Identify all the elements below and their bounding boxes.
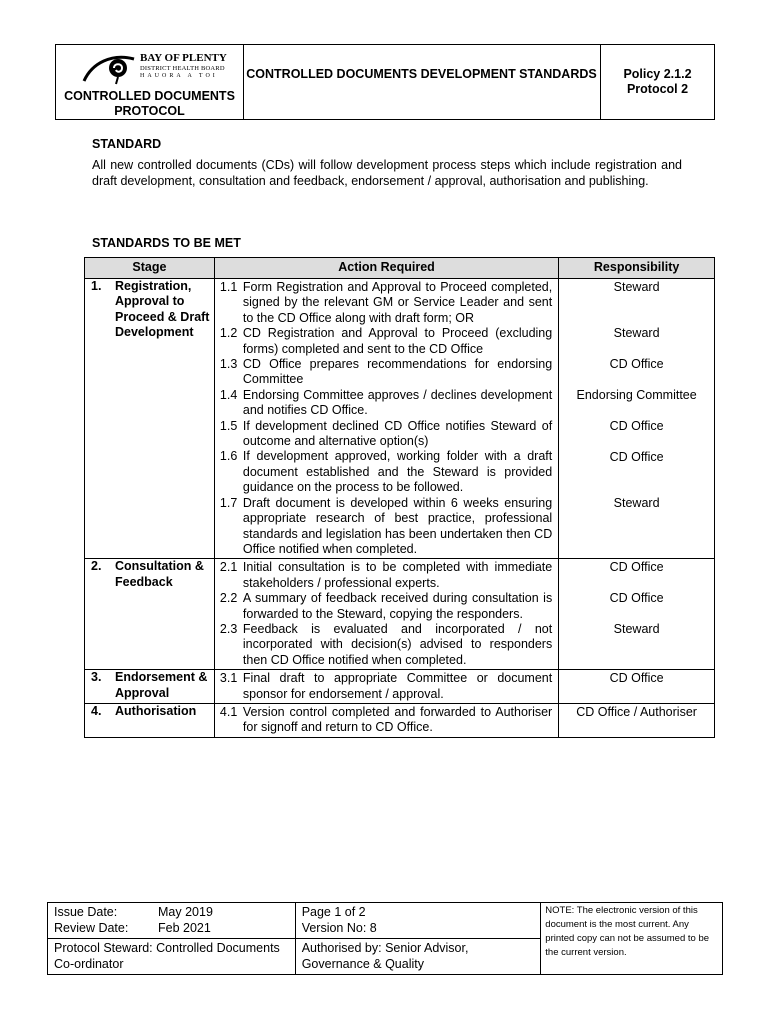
policy-number: Policy 2.1.2 (623, 67, 692, 81)
column-header-action: Action Required (214, 258, 558, 279)
action-cell (214, 670, 558, 704)
action-cell (214, 559, 558, 670)
issue-date-value: May 2019 (158, 905, 213, 919)
responsibility-text: CD Office (609, 357, 664, 371)
responsibility-text: Steward (613, 326, 660, 340)
action-item (220, 705, 552, 736)
action-text: Endorsing Committee approves / declines development and notifies CD Office. (242, 387, 553, 418)
action-number: 3.1 (219, 671, 238, 686)
responsibility-cell (559, 279, 715, 559)
standards-met-heading: STANDARDS TO BE MET (92, 236, 241, 250)
responsibility-cell (559, 703, 715, 737)
action-number: 2.2 (219, 591, 238, 606)
responsibility-text: Steward (613, 280, 660, 294)
action-item (220, 280, 552, 326)
page-title: CONTROLLED DOCUMENTS DEVELOPMENT STANDARDS (246, 67, 597, 81)
footer-note: NOTE: The electronic version of this document is the most current. Any printed copy can not be assumed to be the current version. (541, 903, 723, 975)
action-number: 1.1 (219, 280, 238, 294)
document-header (55, 44, 715, 120)
action-text: CD Office prepares recommendations for endorsing Committee (242, 357, 553, 387)
action-number: 1.4 (219, 387, 238, 402)
protocol-number: Protocol 2 (626, 82, 689, 96)
table-row (85, 670, 715, 704)
stage-name: Consultation & Feedback (115, 559, 204, 589)
action-item (220, 496, 552, 558)
action-text: Final draft to appropriate Committee or document sponsor for endorsement / approval. (242, 671, 553, 701)
bop-dhb-logo (82, 51, 232, 87)
action-number: 2.3 (219, 621, 238, 636)
stage-cell (85, 670, 215, 704)
stage-name: Authorisation (115, 703, 197, 718)
action-item (220, 560, 552, 591)
responsibility-text: CD Office (609, 671, 664, 686)
protocol-steward: Protocol Steward: Controlled Documents Co-ordinator (48, 939, 296, 975)
header-title-cell (243, 45, 601, 119)
action-number: 1.7 (219, 495, 238, 510)
table-row (85, 279, 715, 559)
action-item (220, 449, 552, 495)
responsibility-text: Steward (613, 496, 660, 510)
stage-name: Endorsement & Approval (115, 670, 208, 700)
version-number: Version No: 8 (301, 920, 377, 935)
standards-table (84, 257, 715, 738)
action-text: CD Registration and Approval to Proceed (excluding forms) completed and sent to the CD Office (242, 326, 553, 356)
action-item (220, 419, 552, 450)
action-text: Draft document is developed within 6 weeks ensuring appropriate research of best practice, professional standards and legislation has been undertaken then CD Office notified when completed. (242, 495, 553, 556)
responsibility-text: Endorsing Committee (576, 388, 697, 402)
action-number: 1.5 (219, 418, 238, 433)
action-text: A summary of feedback received during consultation is forwarded to the Steward, copying the responders. (242, 591, 553, 621)
logo-line-1: BAY OF PLENTY (140, 52, 227, 64)
review-date-label: Review Date: (54, 920, 129, 935)
header-policy-cell (601, 45, 714, 119)
stage-number: 3. (91, 670, 102, 685)
stage-number: 2. (91, 559, 102, 574)
action-text: If development approved, working folder with a draft document established and the Steward is provided guidance on the process to be followed. (242, 449, 553, 495)
stage-cell (85, 559, 215, 670)
stage-cell (85, 279, 215, 559)
authorised-by: Authorised by: Senior Advisor, Governance & Quality (295, 939, 541, 975)
action-item (220, 326, 552, 357)
stage-cell (85, 703, 215, 737)
document-footer (47, 902, 723, 975)
column-header-responsibility: Responsibility (559, 258, 715, 279)
page-number: Page 1 of 2 (301, 905, 366, 919)
logo-swirl-icon (82, 51, 138, 85)
action-item (220, 357, 552, 388)
stage-number: 4. (91, 703, 102, 718)
action-number: 4.1 (219, 704, 238, 719)
action-item (220, 591, 552, 622)
action-number: 1.3 (219, 357, 238, 372)
responsibility-cell (559, 670, 715, 704)
action-item (220, 388, 552, 419)
action-cell (214, 279, 558, 559)
action-text: Version control completed and forwarded to Authoriser for signoff and return to CD Office. (242, 704, 553, 735)
action-text: Initial consultation is to be completed with immediate stakeholders / professional experts. (242, 560, 553, 590)
header-left-cell (56, 45, 244, 119)
table-row (85, 703, 715, 737)
logo-line-3: HAUORA A TOI (140, 73, 218, 79)
stage-number: 1. (91, 279, 102, 293)
column-header-stage: Stage (85, 258, 215, 279)
action-item (220, 671, 552, 702)
standard-heading: STANDARD (92, 137, 162, 151)
review-date-value: Feb 2021 (158, 920, 211, 935)
action-cell (214, 703, 558, 737)
action-text: Form Registration and Approval to Proceed completed, signed by the relevant GM or Service Leader and sent to the CD Office along with draft form; OR (242, 280, 553, 325)
footer-dates-cell (48, 903, 296, 939)
standard-text: All new controlled documents (CDs) will follow development process steps which include registration and draft development, consultation and feedback, endorsement / approval, authorisation and publishing. (92, 158, 682, 188)
responsibility-text: CD Office (609, 591, 664, 606)
responsibility-text: CD Office (609, 419, 664, 433)
action-text: Feedback is evaluated and incorporated / not incorporated with decision(s) advised to responders then CD Office notified when completed. (242, 621, 553, 667)
stage-name: Registration, Approval to Proceed & Draft Development (115, 279, 210, 340)
issue-date-label: Issue Date: (54, 905, 118, 919)
action-number: 2.1 (219, 560, 238, 575)
action-number: 1.2 (219, 326, 238, 341)
responsibility-text: CD Office / Authoriser (576, 704, 697, 719)
footer-page-cell (295, 903, 541, 939)
responsibility-text: CD Office (609, 450, 664, 464)
responsibility-cell (559, 559, 715, 670)
table-row (85, 559, 715, 670)
action-number: 1.6 (219, 449, 238, 464)
logo-line-2: DISTRICT HEALTH BOARD (140, 65, 225, 72)
table-header-row (85, 258, 715, 279)
doc-type-label: CONTROLLED DOCUMENTS PROTOCOL (64, 89, 235, 118)
responsibility-text: Steward (613, 622, 660, 637)
action-item (220, 622, 552, 668)
responsibility-text: CD Office (609, 560, 664, 575)
action-text: If development declined CD Office notifies Steward of outcome and alternative option(s) (242, 418, 553, 449)
